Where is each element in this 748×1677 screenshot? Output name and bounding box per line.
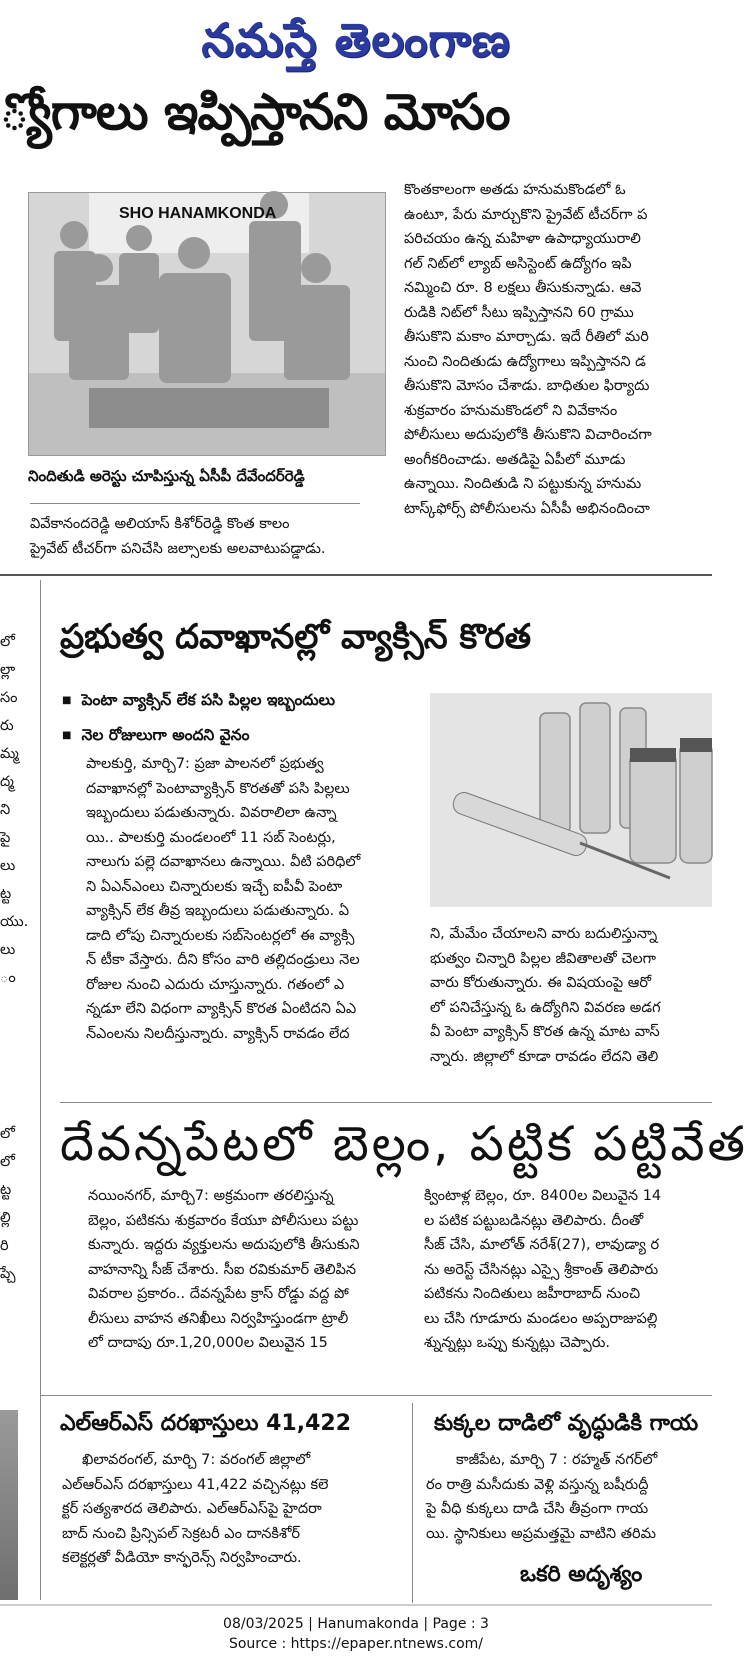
column-divider xyxy=(412,1403,413,1603)
vaccine-line: న్నడూ లేని విధంగా వ్యాక్సిన్ కొరత ఏంటిదని ఏఎ xyxy=(86,1001,357,1017)
dog-attack-line: రం రాత్రి మసీదుకు వెళ్లి వస్తున్న బషీరుద్దీ xyxy=(426,1476,649,1493)
section-divider xyxy=(60,1102,712,1103)
story1-line: శుక్రవారం హనుమకొండలో ని వివేకానం xyxy=(404,402,618,419)
lrs-line: క్టర్ సత్యశారద తెలిపారు. ఎల్‌ఆర్‌ఎస్‌పై హైదరా xyxy=(62,1501,322,1517)
vaccine-right-column xyxy=(430,922,712,1072)
fragment: లు xyxy=(0,942,16,958)
section-divider xyxy=(0,574,712,576)
jaggery-line: వాహనాన్ని సీజ్ చేశారు. సీఐ రవికుమార్ తెలిపిన xyxy=(88,1261,357,1278)
footer-source-link[interactable]: Source : https://epaper.ntnews.com/ xyxy=(228,1636,484,1652)
story1-line: ఉన్నాయి. నిందితుడి ని పట్టుకున్న హనుమ xyxy=(404,476,642,492)
lrs-line: కలెక్టర్లతో వీడియో కాన్ఫరెన్స్ నిర్వహించారు. xyxy=(62,1550,302,1566)
vaccine-bullets xyxy=(62,684,422,754)
fragment: సం xyxy=(0,690,18,706)
vaccine-line: వారు కోరుతున్నారు. ఈ విషయంపై ఆరో xyxy=(430,975,651,991)
jaggery-line: వివరాల ప్రకారం.. దేవన్నపేట క్రాస్ రోడ్డు వద్ద పో xyxy=(88,1286,349,1302)
jaggery-line: ను అరెస్ట్ చేసినట్లు ఎస్సై శ్రీకాంత్ తెలిపారు xyxy=(424,1261,659,1278)
vaccine-headline: ప్రభుత్వ దవాఖానల్లో వ్యాక్సిన్ కొరత xyxy=(60,617,532,657)
jaggery-line: కున్నారు. ఇద్దరు వ్యక్తులను అదుపులోకి తీసుకుని xyxy=(88,1237,360,1253)
lrs-column xyxy=(62,1448,408,1596)
bullet-item: ■ పెంటా వ్యాక్సిన్ లేక పసి పిల్లల ఇబ్బందులు xyxy=(62,684,422,719)
vaccine-line: డాది లోపు చిన్నారులకు సబ్‌సెంటర్లలో ఈ వ్యాక్సి xyxy=(86,927,355,944)
vaccine-line: దవాఖానల్లో పెంటావ్యాక్సిన్ కొరతతో పసి పిల్లలు xyxy=(86,780,350,797)
vaccine-line: లో పనిచేస్తున్న ఓ ఉద్యోగిని వివరణ అడగ xyxy=(430,999,661,1016)
fragment: మ్మ xyxy=(0,746,19,762)
dog-attack-line: కాజీపేట, మార్చి 7 : రహ్మత్ నగర్‌లో xyxy=(456,1452,658,1468)
jaggery-line: శ్నున్నట్లు ఒప్పు కున్నట్లు చెప్పారు. xyxy=(424,1335,611,1351)
bullet-item: ■ నెల రోజులుగా అందని వైనం xyxy=(62,719,422,754)
vaccine-line: న్ఎంలను నిలదీస్తున్నారు. వ్యాక్సిన్ రావడం లేద xyxy=(86,1025,350,1042)
jaggery-line: లీసులు వాహన తనిఖీలు నిర్వహిస్తుండగా ట్రాలీ xyxy=(88,1310,349,1327)
vaccine-photo xyxy=(430,693,712,907)
story1-line: అంగీకరించాడు. అతడిపై ఏపీలో మూడు xyxy=(404,451,626,468)
fragment: లో xyxy=(0,634,15,650)
dog-attack-line: పై వీధి కుక్కలు దాడి చేసి తీవ్రంగా గాయ xyxy=(426,1501,649,1517)
story1-line: ఉంటూ, పేరు మార్చుకొని ప్రైవేట్ టీచర్‌గా ప xyxy=(404,206,648,223)
vaccine-line: వ్యాక్సిన్ లేక తీవ్ర ఇబ్బందులు పడుతున్నారు. ఏ xyxy=(86,903,350,919)
fragment: లు xyxy=(0,858,16,874)
vaccine-line: రోజుల నుంచి ఎదురు చూస్తున్నారు. గతంలో ఎ xyxy=(86,976,345,993)
left-edge-photo-fragment xyxy=(0,1410,18,1600)
story1-line: కొంతకాలంగా అతడు హనుమకొండలో ఓ xyxy=(404,182,626,198)
story1-line: పోలీసులు అదుపులోకి తీసుకొని విచారించగా xyxy=(404,427,652,443)
lrs-headline: ఎల్‌ఆర్‌ఎస్ దరఖాస్తులు 41,422 xyxy=(60,1411,351,1436)
footer-divider xyxy=(0,1604,712,1606)
caption-divider xyxy=(30,503,360,504)
jaggery-line: క్వింటాళ్ల బెల్లం, రూ. 8400ల విలువైన 14 xyxy=(424,1188,662,1204)
jaggery-headline: దేవన్నపేటలో బెల్లం, పట్టిక పట్టివేత xyxy=(60,1116,748,1172)
column-divider xyxy=(40,580,41,1600)
lrs-line: బాద్ నుంచి ప్రిన్సిపల్ సెక్రటరీ ఎం దానకిశోర్ xyxy=(62,1525,301,1542)
lrs-line: ఖిలావరంగల్, మార్చి 7: వరంగల్ జిల్లాలో xyxy=(82,1452,311,1468)
story1-line: తీసుకొని మోసం చేశాడు. బాధితుల ఫిర్యాదు xyxy=(404,378,650,394)
top-banner-headline: ్యోగాలు ఇప్పిస్తానని మోసం xyxy=(0,82,510,141)
fragment: యు. xyxy=(0,914,29,930)
vaccine-line: న్ టీకా వేస్తారు. దీని కోసం వారి తల్లిదండ్రులు నెల xyxy=(86,952,360,968)
police-sign-text: SHO HANAMKONDA xyxy=(119,205,277,222)
masthead-logo-text: నమస్తే తెలంగాణ xyxy=(201,13,511,67)
jaggery-line: పటికను నిందితులు జహీరాబాద్ నుంచి xyxy=(424,1286,641,1302)
fragment: ట్ట xyxy=(0,1182,12,1198)
vaccine-line: న్నారు. జిల్లాలో కూడా రావడం లేదని తెలి xyxy=(430,1048,659,1065)
jaggery-line: సీజ్ చేసి, మాలోత్ నరేశ్(27), లావుడ్యా ర xyxy=(424,1237,660,1253)
story1-intro xyxy=(30,512,390,561)
police-photo-illustration xyxy=(29,193,385,455)
left-fragment-column-2 xyxy=(0,1120,22,1320)
page-footer xyxy=(0,1614,712,1654)
left-fragment-column xyxy=(0,628,29,1048)
jaggery-line: లో దాదాపు రూ.1,20,000ల విలువైన 15 xyxy=(88,1335,328,1351)
vaccine-line: నాలుగు పల్లె దవాఖానలు ఉన్నాయి. వీటి పరిధిలో xyxy=(86,854,361,870)
story1-intro-line: ప్రైవేట్ టీచర్‌గా పనిచేసి జల్సాలకు అలవాటుపడ్డాడు. xyxy=(30,540,326,557)
vaccine-line: ఇబ్బందులు పడుతున్నారు. వివరాలిలా ఉన్నా xyxy=(86,805,337,821)
fragment: రు xyxy=(0,718,14,734)
fragment: ట్ట xyxy=(0,886,12,902)
story1-right-column xyxy=(404,178,712,560)
fragment: లో xyxy=(0,1154,15,1170)
fragment: ల్లి xyxy=(0,1210,11,1226)
dog-attack-line: యి. స్థానికులు అప్రమత్తమై వాటిని తరిమ xyxy=(426,1525,656,1542)
vaccine-vials-illustration xyxy=(430,693,712,907)
fragment: ద్మ xyxy=(0,774,14,790)
story1-line: టాస్క్‌ఫోర్స్ పోలీసులను ఏసీపీ అభినందించా xyxy=(404,500,650,517)
police-photo xyxy=(28,192,386,456)
jaggery-line: లు చేసి గూడూరు మండలం అప్పరాజుపల్లి xyxy=(424,1310,658,1327)
jaggery-line: బెల్లం, పటికను శుక్రవారం కేయూ పోలీసులు పట్టు xyxy=(88,1212,359,1229)
lrs-line: ఎల్‌ఆర్‌ఎస్ దరఖాస్తులు 41,422 వచ్చినట్లు కలె xyxy=(62,1476,329,1493)
vaccine-line: ని, మేమేం చేయాలని వారు బదులిస్తున్నా xyxy=(430,926,658,942)
vaccine-line: వీ పెంటా వ్యాక్సిన్ కొరత ఉన్న మాట వాస్ xyxy=(430,1024,660,1040)
fragment: ని xyxy=(0,802,11,818)
vaccine-line: ని ఏఎన్ఎంలు చిన్నారులకు ఇచ్చే ఐపీవీ పెంటా xyxy=(86,878,343,895)
story1-line: గల్ నిట్‌లో ల్యాబ్ అసిస్టెంట్ ఉద్యోగం ఇపి xyxy=(404,255,632,272)
story1-line: నుంచి నిందితుడు ఉద్యోగాలు ఇప్పిస్తానని డ xyxy=(404,353,646,370)
fragment: రి xyxy=(0,1238,9,1254)
masthead xyxy=(0,0,712,80)
fragment: ం xyxy=(0,970,16,986)
story1-line: పరిచయం ఉన్న మహిళా ఉపాధ్యాయురాలి xyxy=(404,231,641,247)
fragment: ప్చే xyxy=(0,1266,16,1282)
fragment: ల్లా xyxy=(0,662,16,678)
jaggery-right-column xyxy=(424,1184,712,1360)
footer-date-line: 08/03/2025 | Hanumakonda | Page : 3 xyxy=(223,1616,489,1632)
vaccine-line: భుత్వం చిన్నారి పిల్లల జీవితాలతో చెలగా xyxy=(430,950,657,967)
dog-attack-column xyxy=(426,1448,712,1548)
police-photo-caption: నిందితుడి అరెస్టు చూపిస్తున్న ఏసీపీ దేవేందర్‌రెడ్డి xyxy=(28,467,305,485)
story1-line: నమ్మించి రూ. 8 లక్షలు తీసుకున్నాడు. ఆవె xyxy=(404,280,642,296)
jaggery-line: ల పటిక పట్టుబడినట్లు తెలిపారు. దీంతో xyxy=(424,1212,644,1229)
vaccine-line: యి.. పాలకుర్తి మండలంలో 11 సబ్ సెంటర్లు, xyxy=(86,829,336,846)
vaccine-left-column xyxy=(86,752,426,1052)
story1-line: రుడికి నిట్‌లో సీటు ఇప్పిస్తానని 60 గ్రాము xyxy=(404,304,634,321)
story1-intro-line: వివేకానందరెడ్డి అలియాస్ కిశోర్‌రెడ్డి కొంత కాలం xyxy=(30,516,290,532)
jaggery-line: నయింనగర్, మార్చి7: అక్రమంగా తరలిస్తున్న xyxy=(88,1188,334,1204)
jaggery-left-column xyxy=(88,1184,418,1360)
story1-line: తీసుకొని మకాం మార్చాడు. ఇదే రీతిలో మరి xyxy=(404,329,649,345)
fragment: లో xyxy=(0,1126,15,1142)
missing-person-subhead: ఒకరి అదృశ్యం xyxy=(520,1562,643,1587)
vaccine-line: పాలకుర్తి, మార్చి7: ప్రజా పాలనలో ప్రభుత్వ xyxy=(86,756,324,772)
fragment: పై xyxy=(0,830,11,846)
section-divider xyxy=(40,1395,712,1396)
dog-attack-headline: కుక్కల దాడిలో వృద్ధుడికి గాయ xyxy=(434,1411,699,1436)
